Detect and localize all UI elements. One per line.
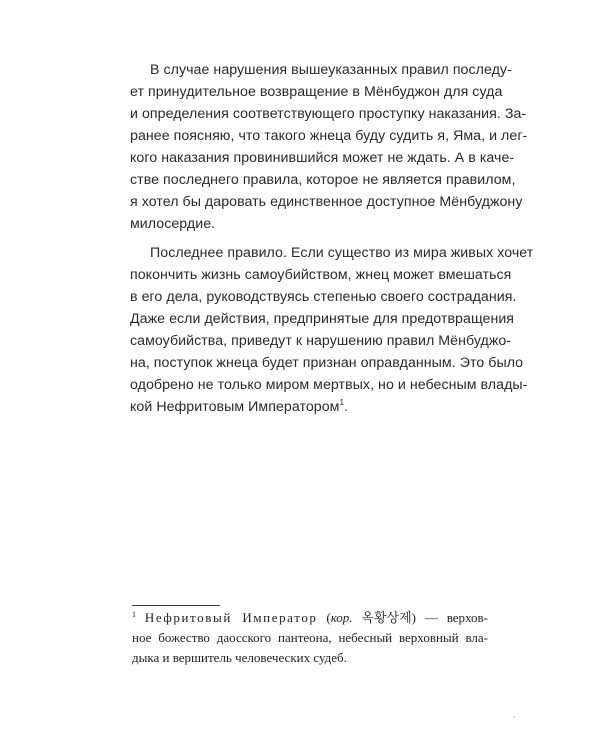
page-mark [513,716,515,718]
text-line: В случае нарушения вышеуказанных правил последу- [150,62,512,78]
text-line: я хотел бы даровать единственное доступное Мёнбуджону [130,194,523,210]
text-line: на, поступок жнеца будет признан оправданным. Это было [130,355,524,371]
main-text [130,59,534,418]
footnote-marker: 1 [339,398,344,407]
text-line: ранее поясняю, что такого жнеца буду судить я, Яма, и лег- [130,128,528,144]
paragraph-1 [130,59,528,235]
text-line-content: кой Нефритовым Императором [130,399,340,415]
footnote-divider [132,605,220,606]
text-line: в его дела, руководствуясь степенью своего сострадания. [130,289,517,305]
text-line: стве последнего правила, которое не является правилом, [130,172,516,188]
footnote-term: Нефритовый Император [144,610,318,625]
footnote-line: $^1$ Нефритовый Император (кор. 옥황상제) — верхов- [132,610,488,625]
text-line: кого наказания провинившийся может не ждать. А в каче- [130,150,515,166]
paragraph-2 [130,242,534,418]
footnote-line1-rest: — верхов- [424,610,488,625]
text-line: кой Нефритовым Императором$^1$. [130,398,348,415]
footnote-line: ное божество даосского пантеона, небесный верховный вла- [132,630,488,645]
footnote-number: 1 [132,610,136,619]
text-line: и определения соответствующего проступку наказания. За- [130,106,527,122]
text-line: покончить жизнь самоубийством, жнец может вмешаться [130,267,512,283]
text-line: ет принудительное возвращение в Мёнбуджон для суда [130,84,503,100]
footnote [132,608,488,668]
footnote-korean: 옥황상제 [361,610,412,625]
text-line: одобрено не только миром мертвых, но и небесным влады- [130,377,528,393]
text-line: самоубийства, приведут к нарушению правил Мёнбуджо- [130,333,512,349]
text-line: Последнее правило. Если существо из мира живых хочет [150,245,534,261]
text-line: Даже если действия, предпринятые для предотвращения [130,311,515,327]
footnote-line: дыка и вершитель человеческих судеб. [132,650,347,665]
footnote-abbreviation: кор. [330,610,353,625]
text-line: милосердие. [130,216,216,232]
